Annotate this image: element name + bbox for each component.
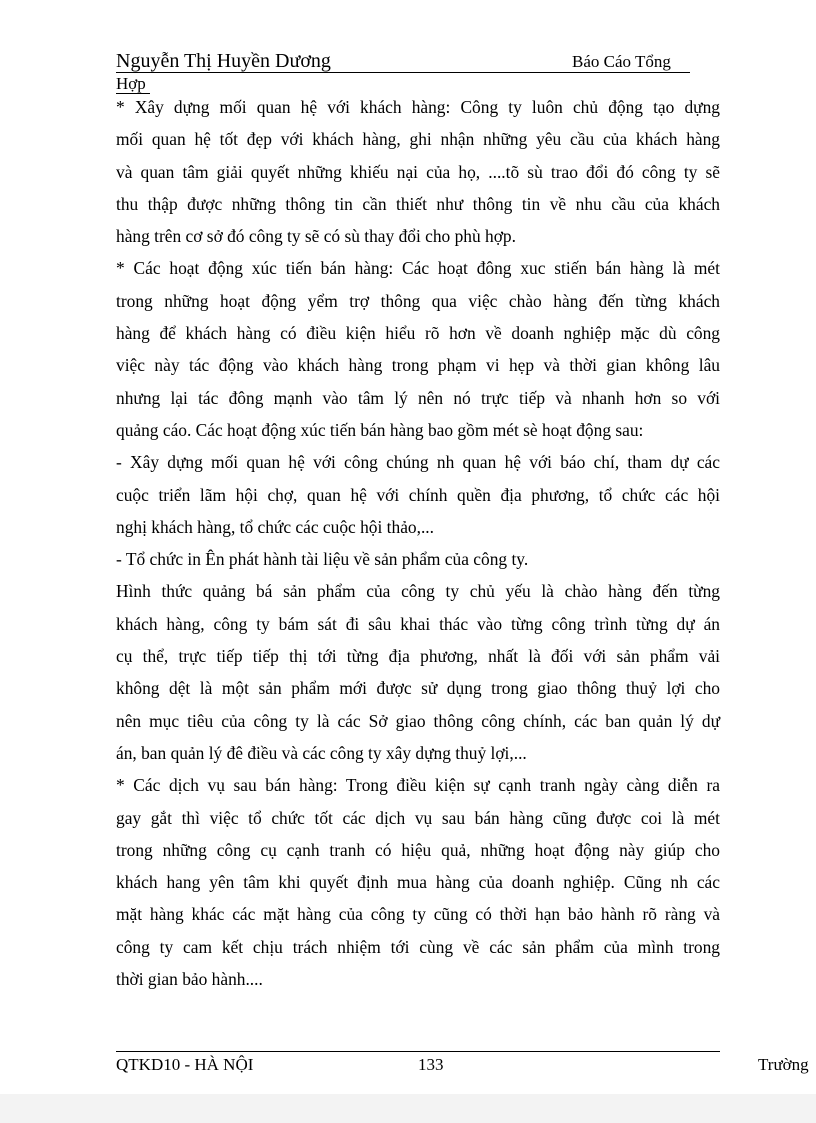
body-line: không dệt là một sản phẩm mới được sử dụng trong giao thông thuỷ lợi cho [116, 678, 720, 699]
header-underline [116, 72, 690, 73]
body-line: * Các hoạt động xúc tiến bán hàng: Các hoạt đông xuc stiến bán hàng là mét [116, 258, 720, 279]
body-line: - Xây dựng mối quan hệ với công chúng nh quan hệ với báo chí, tham dự các [116, 452, 720, 473]
body-line: nhưng lại tác đông mạnh vào tâm lý nên nó trực tiếp và nhanh hơn so với [116, 387, 720, 408]
body-line: và quan tâm giải quyết những khiếu nại của họ, ....tõ sù trao đổi đó công ty sẽ [116, 161, 720, 182]
body-line: hàng để khách hàng có điều kiện hiểu rõ hơn về doanh nghiệp mặc dù công [116, 323, 720, 344]
body-line: trong những hoạt động yểm trợ thông qua việc chào hàng đến từng khách [116, 290, 720, 311]
body-line: hàng trên cơ sở đó công ty sẽ có sù thay đổi cho phù hợp. [116, 226, 516, 247]
footer-rule [116, 1051, 720, 1052]
body-line: mối quan hệ tốt đẹp với khách hàng, ghi nhận những yêu cầu của khách hàng [116, 129, 720, 150]
body-text [116, 91, 720, 995]
header-report-title: Báo Cáo Tổng [572, 52, 671, 71]
body-line: cụ thể, trực tiếp tiếp thị tới từng địa phương, nhất là đối với sản phẩm vải [116, 646, 720, 667]
body-line: án, ban quản lý đê điều và các công ty xây dựng thuỷ lợi,... [116, 742, 527, 763]
footer-page-number: 133 [418, 1055, 444, 1074]
body-line: * Xây dựng mối quan hệ với khách hàng: Công ty luôn chủ động tạo dựng [116, 97, 720, 117]
body-line: quảng cáo. Các hoạt động xúc tiến bán hàng bao gồm mét sè hoạt động sau: [116, 419, 644, 440]
body-line: - Tổ chức in Ên phát hành tài liệu về sản phẩm của công ty. [116, 549, 529, 570]
body-line: khách hang yên tâm khi quyết định mua hàng của doanh nghiệp. Cũng nh các [116, 872, 720, 893]
body-line: công ty cam kết chịu trách nhiệm tới cùng về các sản phẩm của mình trong [116, 936, 720, 957]
footer-class-location: QTKD10 - HÀ NỘI [116, 1055, 254, 1074]
body-line: nghị khách hàng, tổ chức các cuộc hội thảo,... [116, 516, 434, 537]
body-line: mặt hàng khác các mặt hàng của công ty cũng có thời hạn bảo hành rõ ràng và [116, 904, 720, 925]
body-line: * Các dịch vụ sau bán hàng: Trong điều kiện sự cạnh tranh ngày càng diễn ra [116, 775, 720, 796]
page-bottom-edge [0, 1094, 816, 1123]
header-report-title-continued: Hợp [116, 74, 146, 93]
body-line: cuộc triển lãm hội chợ, quan hệ với chính quền địa phương, tổ chức các hội [116, 484, 720, 505]
body-line: thời gian bảo hành.... [116, 969, 263, 990]
body-line: khách hàng, công ty bám sát đi sâu khai thác vào từng công trình từng dự án [116, 613, 720, 634]
body-line: nên mục tiêu của công ty là các Sở giao thông công chính, các ban quản lý dự [116, 710, 720, 731]
body-line: thu thập được những thông tin cần thiết như thông tin về nhu cầu của khách [116, 193, 720, 214]
body-line: Hình thức quảng bá sản phẩm của công ty chủ yếu là chào hàng đến từng [116, 581, 720, 602]
body-line: việc này tác động vào khách hàng trong phạm vi hẹp và thời gian không lâu [116, 355, 720, 376]
header-author: Nguyễn Thị Huyền Dương [116, 50, 331, 72]
body-line: trong những công cụ cạnh tranh có hiệu quả, những hoạt động này giúp cho [116, 839, 720, 860]
body-line: gay gắt thì việc tổ chức tốt các dịch vụ sau bán hàng cũng được coi là mét [116, 807, 720, 828]
footer-school: Trường [758, 1055, 809, 1074]
